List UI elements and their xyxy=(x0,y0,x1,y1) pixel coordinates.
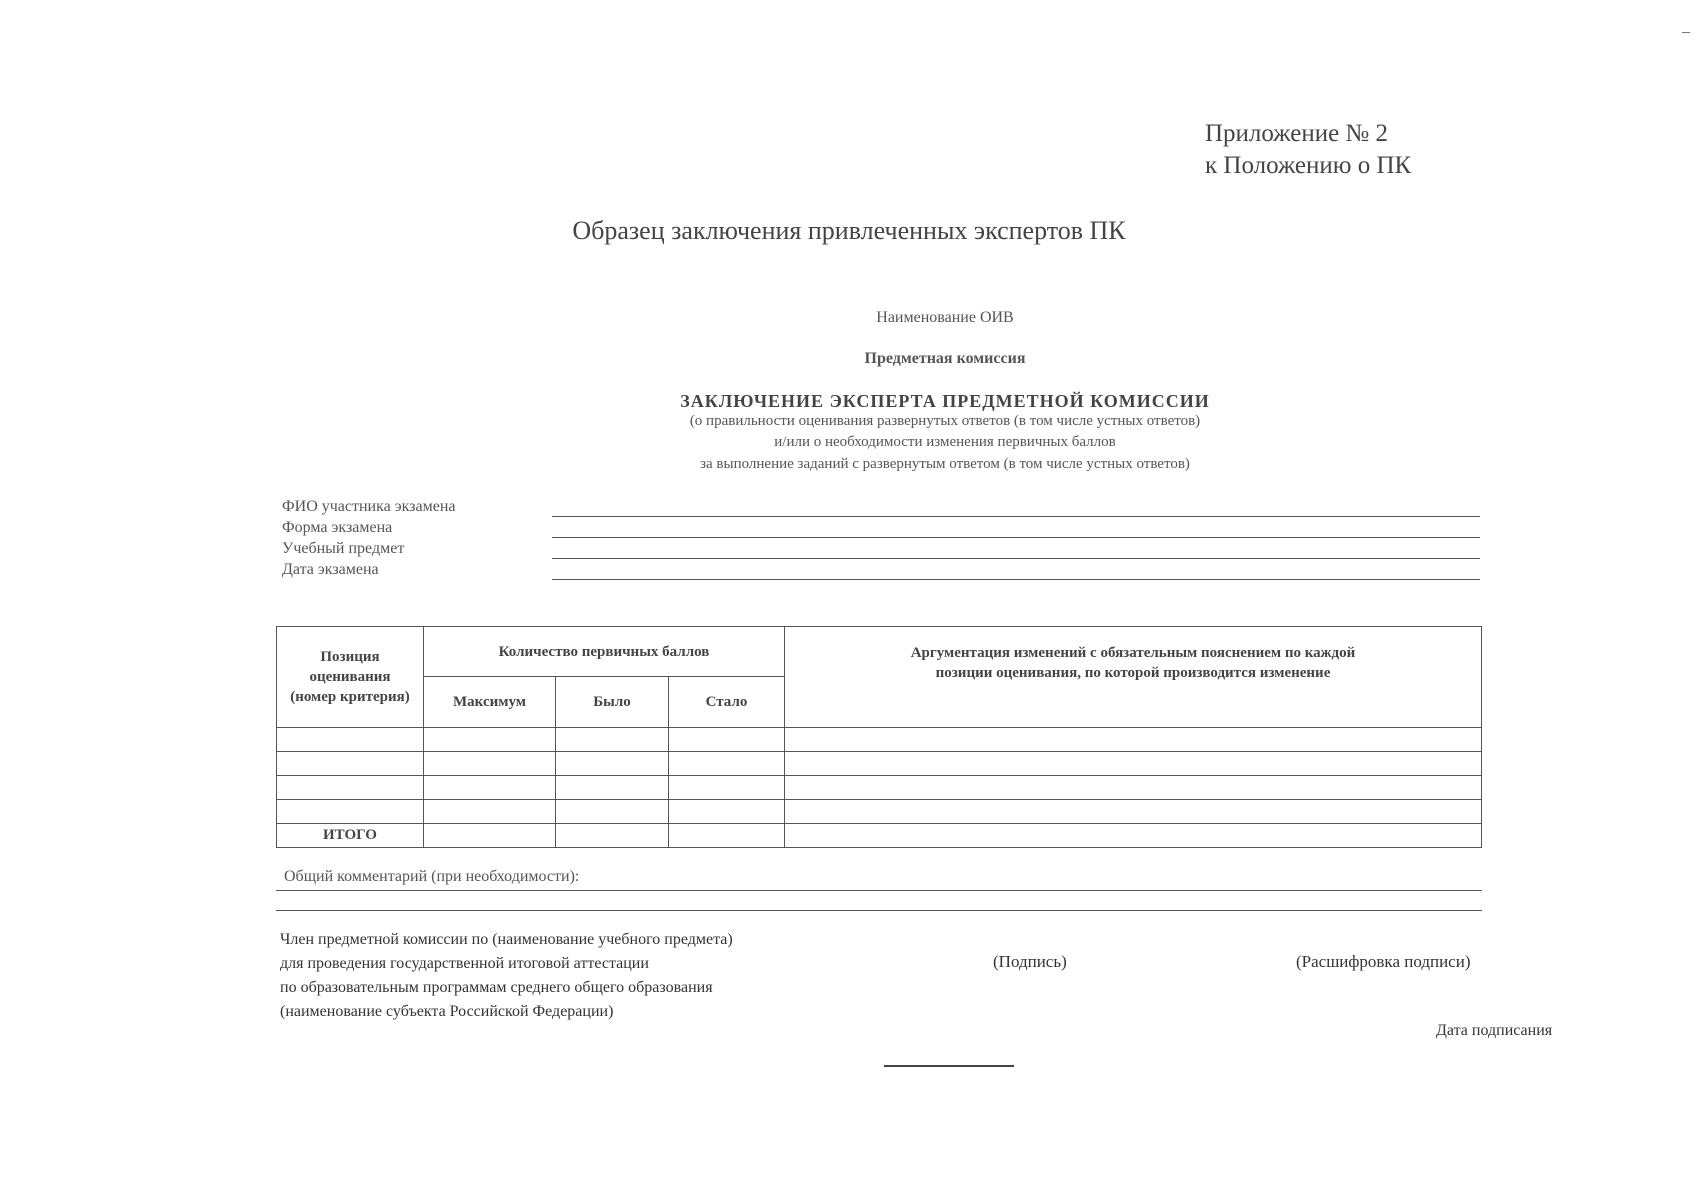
conclusion-subtitle-1: (о правильности оценивания развернутых ответов (в том числе устных ответов) xyxy=(689,413,1201,429)
commission-name: Предметная комиссия xyxy=(864,350,1026,367)
document-title: Образец заключения привлеченных экспертов ПК xyxy=(572,216,1126,245)
field-line-exam-form[interactable] xyxy=(552,537,1480,538)
table-row-total xyxy=(277,823,1482,847)
signing-date-label: Дата подписания xyxy=(1436,1022,1553,1039)
field-line-exam-date[interactable] xyxy=(552,579,1480,580)
comment-line-2[interactable] xyxy=(276,910,1482,911)
table-row xyxy=(277,727,1482,751)
general-comment-label: Общий комментарий (при необходимости): xyxy=(284,868,580,885)
conclusion-subtitle-3: за выполнение заданий с развернутым ответом (в том числе устных ответов) xyxy=(700,456,1190,472)
commission-member-block xyxy=(280,928,733,1024)
conclusion-subtitle-2: и/или о необходимости изменения первичных баллов xyxy=(774,434,1116,450)
grading-table xyxy=(276,626,1482,848)
field-label-exam-date: Дата экзамена xyxy=(282,561,379,578)
field-line-subject[interactable] xyxy=(552,558,1480,559)
corner-mark xyxy=(1682,32,1690,33)
comment-line-1[interactable] xyxy=(276,890,1482,891)
table-row xyxy=(277,775,1482,799)
member-line-1: Член предметной комиссии по (наименование учебного предмета) xyxy=(280,931,733,948)
field-line-participant[interactable] xyxy=(552,516,1480,517)
total-label: ИТОГО xyxy=(277,823,424,847)
appendix-reference: к Положению о ПК xyxy=(1205,152,1412,179)
header-max: Максимум xyxy=(424,677,556,727)
signature-decode-label: (Расшифровка подписи) xyxy=(1296,952,1471,971)
exam-fields xyxy=(282,496,456,580)
appendix-note xyxy=(1205,118,1411,182)
organization-name: Наименование ОИВ xyxy=(876,309,1014,326)
header-was: Было xyxy=(556,677,669,727)
page-separator-line xyxy=(884,1065,1014,1067)
member-line-2: для проведения государственной итоговой аттестации xyxy=(280,955,649,972)
table-row xyxy=(277,751,1482,775)
header-argument: Аргументация изменений с обязательным пояснением по каждой позиции оценивания, по которой производится изменение xyxy=(785,627,1482,728)
field-label-participant: ФИО участника экзамена xyxy=(282,498,456,515)
member-line-3: по образовательным программам среднего общего образования xyxy=(280,979,713,996)
header-position: Позиция оценивания (номер критерия) xyxy=(277,627,424,728)
field-label-exam-form: Форма экзамена xyxy=(282,519,393,536)
table-row xyxy=(277,799,1482,823)
conclusion-heading: ЗАКЛЮЧЕНИЕ ЭКСПЕРТА ПРЕДМЕТНОЙ КОМИССИИ xyxy=(680,391,1210,411)
field-label-subject: Учебный предмет xyxy=(282,540,405,557)
header-became: Стало xyxy=(669,677,785,727)
appendix-number: Приложение № 2 xyxy=(1205,120,1389,147)
member-line-4: (наименование субъекта Российской Федерации) xyxy=(280,1003,614,1020)
header-points: Количество первичных баллов xyxy=(424,627,785,677)
signature-label: (Подпись) xyxy=(993,952,1067,971)
